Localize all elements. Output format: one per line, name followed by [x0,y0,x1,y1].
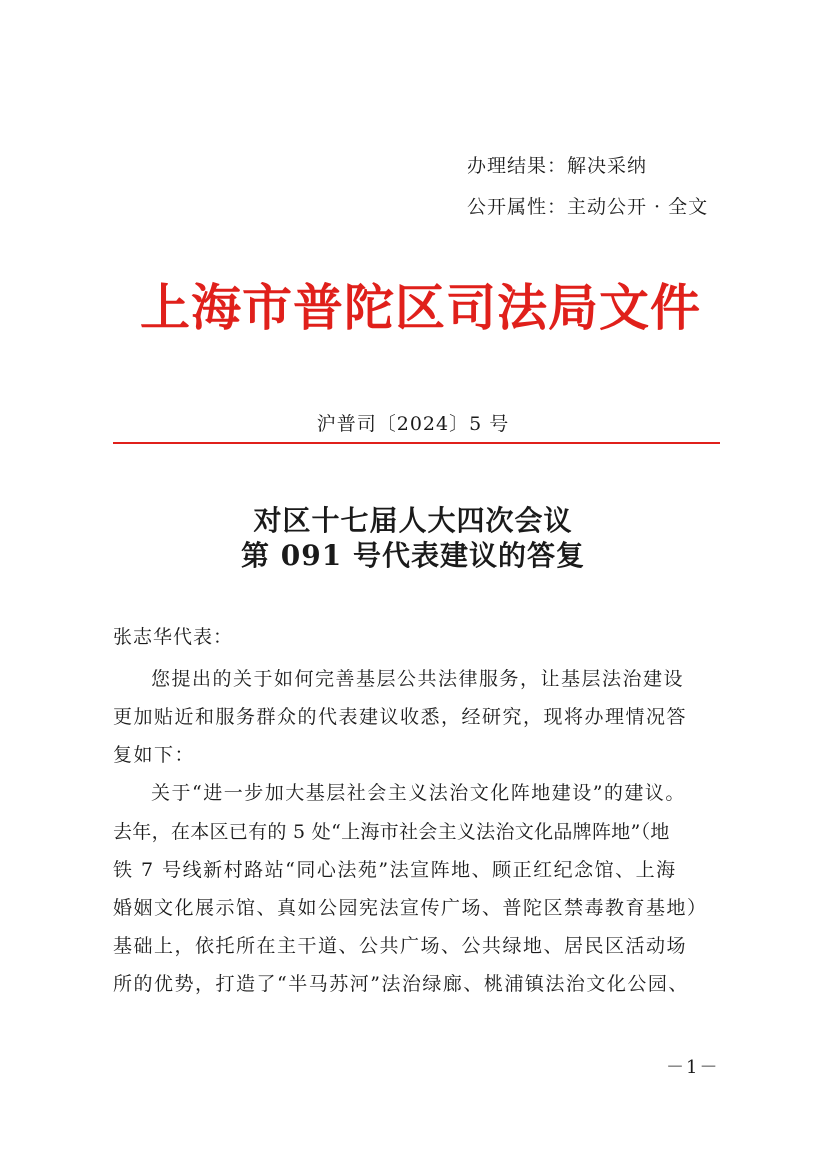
document-title-line-2: 第 091 号代表建议的答复 [241,539,585,572]
document-masthead: 上海市普陀区司法局文件 [140,278,701,337]
body-line-2: 更加贴近和服务群众的代表建议收悉，经研究，现将办理情况答 [113,706,688,728]
body-line-4: 关于“进一步加大基层社会主义法治文化阵地建设”的建议。 [151,782,686,804]
body-line-9: 所的优势，打造了“半马苏河”法治绿廊、桃浦镇法治文化公园、 [113,973,689,995]
body-line-5: 去年，在本区已有的 5 处“上海市社会主义法治文化品牌阵地”（地 [113,821,670,843]
body-line-6: 铁 7 号线新村路站“同心法苑”法宣阵地、顾正红纪念馆、上海 [113,859,677,881]
red-divider-line [113,442,720,444]
document-number: 沪普司〔2024〕5 号 [316,413,510,435]
body-line-7: 婚姻文化展示馆、真如公园宪法宣传广场、普陀区禁毒教育基地） [113,897,708,919]
document-title-line-1: 对区十七届人大四次会议 [253,504,573,537]
disclosure-attribute: 公开属性：主动公开 · 全文 [467,196,709,218]
body-line-8: 基础上，依托所在主干道、公共广场、公共绿地、居民区活动场 [113,935,688,957]
body-line-1: 您提出的关于如何完善基层公共法律服务，让基层法治建设 [151,668,685,690]
body-line-3: 复如下： [113,744,196,766]
handling-result: 办理结果：解决采纳 [467,155,648,177]
salutation: 张志华代表： [113,626,234,648]
page-number: －1－ [666,1057,720,1078]
